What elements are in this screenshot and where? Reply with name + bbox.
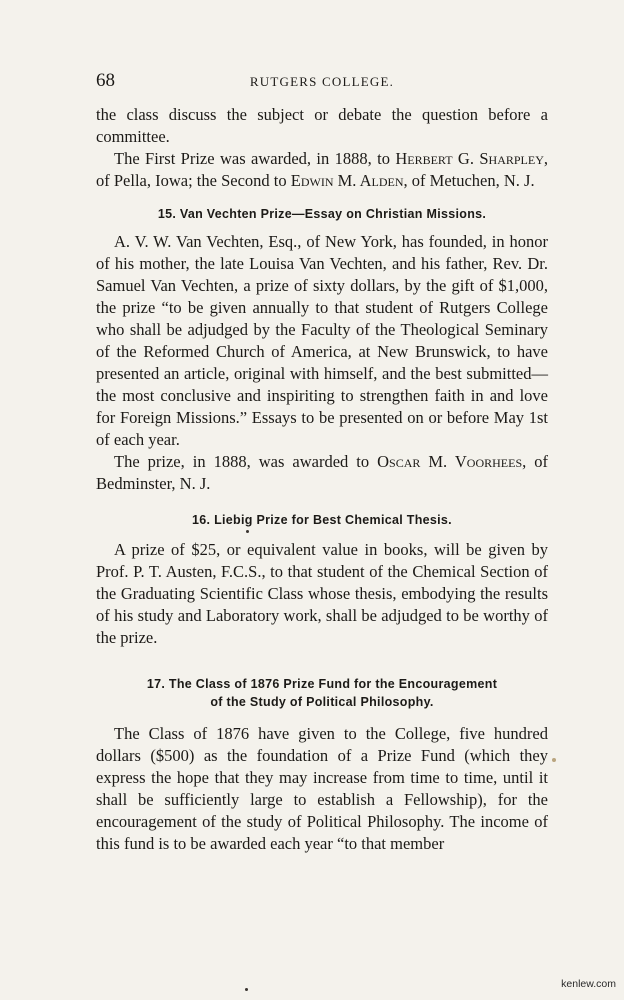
ink-speck	[245, 988, 248, 991]
section-16-heading: 16. Liebig Prize for Best Chemical Thesis.	[192, 513, 452, 527]
intro-paragraph: the class discuss the subject or debate the question before a committee.	[96, 105, 548, 146]
section-17-heading-line-2: of the Study of Political Philosophy.	[210, 695, 434, 709]
section-17-heading	[96, 675, 548, 711]
section-16-paragraph: A prize of $25, or equivalent value in books, will be given by Prof. P. T. Austen, F.C.S., to that student of the Chemical Section of the Graduating Scientific Class whose thesis, embodying the results of his study and Laboratory work, shall be adjudged to be worthy of the prize.	[96, 540, 548, 647]
section-17-paragraph: The Class of 1876 have given to the College, five hundred dollars ($500) as the foundation of a Prize Fund (which they express the hope that they may increase from time to time, until it shall be sufficiently large to establish a Fellowship), for the encouragement of the study of Political Philosophy. The income of this fund is to be awarded each year “to that member	[96, 724, 548, 853]
section-15-award-after: , of Bedminster, N. J.	[96, 452, 549, 493]
section-15-paragraph: A. V. W. Van Vechten, Esq., of New York, has founded, in honor of his mother, the late Louisa Van Vechten, and his father, Rev. Dr. Samuel Van Vechten, a prize of sixty dollars, by the gift of $1,000, the prize “to be given annually to that student of Rutgers College who shall be adjudged by the Faculty of the Theological Seminary of the Reformed Church of America, at New Brunswick, to have presented an article, original with himself, and the best submitted—the most conclusive and inspiriting to strengthen faith in and love for Foreign Missions.” Essays to be presented on or before May 1st of each year.	[96, 232, 548, 449]
ink-speck	[246, 530, 249, 533]
section-15-award-before: The prize, in 1888, was awarded to	[114, 452, 378, 471]
body-text	[96, 104, 548, 855]
page-number: 68	[96, 70, 115, 91]
winner-name-first: Herbert G. Sharpley	[395, 149, 544, 168]
ink-speck	[552, 758, 556, 762]
section-15-award-paragraph	[96, 451, 548, 495]
section-15-winner-name: Oscar M. Voorhees	[377, 452, 523, 471]
running-head	[96, 70, 548, 94]
running-title: RUTGERS COLLEGE.	[249, 74, 395, 89]
prize14-award-paragraph	[96, 148, 548, 192]
watermark-text: kenlew.com	[561, 978, 616, 990]
prize14-award-after: , of Metuchen, N. J.	[403, 171, 535, 190]
prize14-award-middle: , of Pella, Iowa; the Second to	[96, 149, 548, 190]
section-17-heading-line-1: 17. The Class of 1876 Prize Fund for the Encouragement	[146, 677, 498, 691]
winner-name-second: Edwin M. Alden	[290, 171, 404, 190]
prize14-award-before: The First Prize was awarded, in 1888, to	[114, 149, 396, 168]
section-15-heading: 15. Van Vechten Prize—Essay on Christian Missions.	[157, 207, 487, 221]
